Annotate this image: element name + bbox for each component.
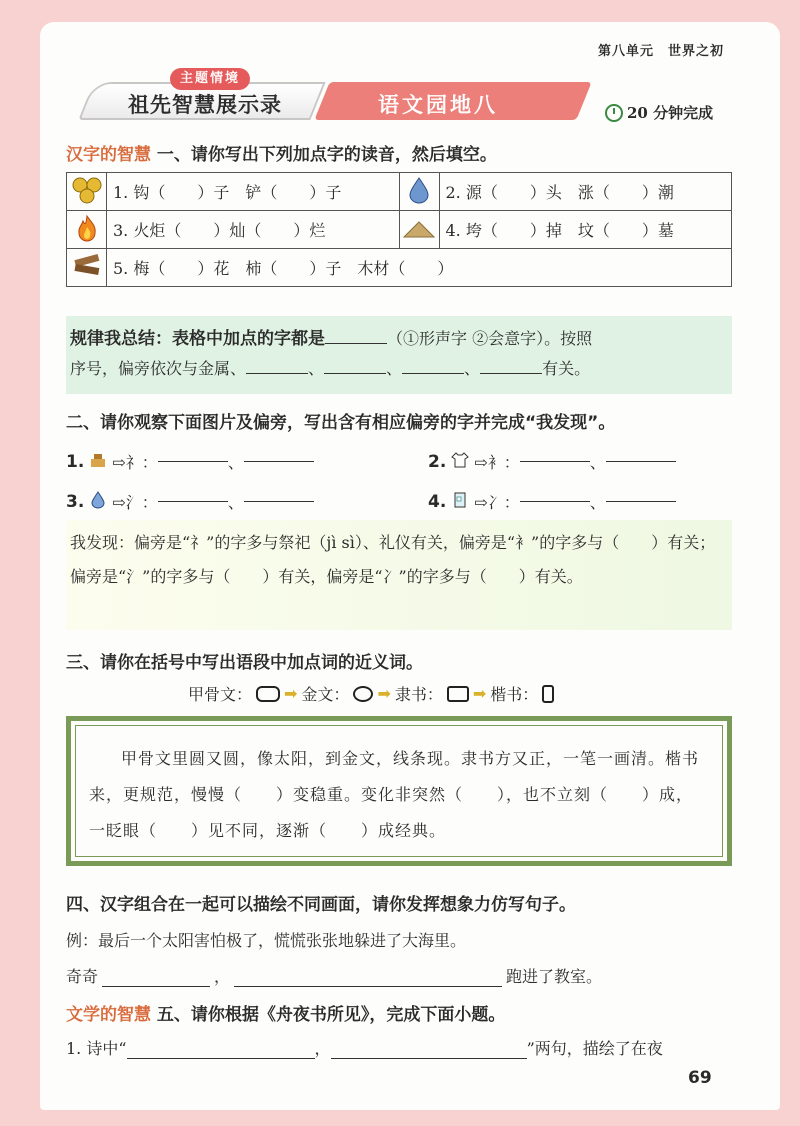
theme-badge: 主题情境	[170, 68, 250, 90]
part1-title: 一、请你写出下列加点字的读音，然后填空。	[156, 145, 497, 165]
part5-tag: 文学的智慧	[66, 1005, 151, 1025]
water-drop-icon	[399, 173, 439, 211]
wood-icon	[67, 249, 107, 287]
q1-end: ”两句，描绘了在夜	[526, 1039, 663, 1058]
summary-blank[interactable]	[324, 373, 386, 374]
radical-item-2: 2. ⇨衤： 、	[428, 450, 676, 473]
summary-box: 规律我总结：表格中加点的字都是 （①形声字 ②会意字）。按照 序号，偏旁依次与金属、 、 、 、 有关。	[66, 316, 732, 394]
summary-blank[interactable]	[402, 373, 464, 374]
part1-tag: 汉字的智慧	[66, 145, 151, 165]
timer-text: 20 分钟完成	[627, 104, 714, 122]
part3-title: 三、请你在括号中写出语段中加点词的近义词。	[66, 653, 423, 673]
answer-blank[interactable]	[158, 461, 228, 462]
discover-box: 我发现：偏旁是“礻”的字多与祭祀（jì sì）、礼仪有关，偏旁是“衤”的字多与（ ）有关；偏旁是“氵”的字多与（ ）有关，偏旁是“冫”的字多与（ ）有关。	[66, 520, 732, 630]
answer-blank[interactable]	[127, 1058, 315, 1059]
oracle-sun-glyph	[256, 686, 280, 702]
ice-cup-icon	[450, 491, 470, 513]
water-icon	[88, 491, 108, 513]
table-row	[67, 211, 732, 249]
script-evolution	[188, 682, 554, 705]
answer-blank[interactable]	[244, 461, 314, 462]
radical-item-3: 3. ⇨氵： 、	[66, 490, 314, 513]
table-row	[67, 249, 732, 287]
part5-title: 五、请你根据《舟夜书所见》，完成下面小题。	[156, 1005, 506, 1025]
fill-end: 跑进了教室。	[506, 967, 603, 986]
fill-start: 奇奇	[66, 967, 99, 986]
fire-icon	[67, 211, 107, 249]
answer-blank[interactable]	[102, 986, 210, 987]
section-title: 语文园地八	[378, 93, 498, 117]
radical-text: ⇨衤：	[474, 453, 520, 472]
row1-left[interactable]: 1. 钩（ ）子 铲（ ）子	[107, 173, 400, 211]
passage-frame	[66, 716, 732, 866]
arrow-icon: ➡	[472, 684, 487, 703]
summary-text-4: 有关。	[542, 359, 591, 378]
arrow-icon: ➡	[377, 684, 391, 703]
row2-left[interactable]: 3. 火炬（ ）灿（ ）烂	[107, 211, 400, 249]
part4-title: 四、汉字组合在一起可以描绘不同画面，请你发挥想象力仿写句子。	[66, 895, 576, 915]
clerical-sun-glyph	[447, 686, 469, 702]
imitation-line: 奇奇 ， 跑进了教室。	[66, 964, 602, 987]
evolution-label: 金文：	[301, 685, 350, 704]
q1-line: 1. 诗中“ ， ”两句，描绘了在夜	[66, 1036, 663, 1059]
item-number: 2.	[428, 451, 447, 472]
soil-pile-icon	[399, 211, 439, 249]
part5-heading	[66, 1000, 505, 1025]
summary-text-2: （①形声字 ②会意字）。按照	[387, 329, 593, 348]
clock-icon	[605, 104, 623, 122]
radical-text: ⇨氵：	[112, 493, 158, 512]
summary-blank[interactable]	[246, 373, 308, 374]
radical-text: ⇨冫：	[474, 493, 520, 512]
row1-right[interactable]: 2. 源（ ）头 涨（ ）潮	[439, 173, 732, 211]
theme-title: 祖先智慧展示录	[128, 93, 282, 117]
summary-text-1: 规律我总结：表格中加点的字都是	[70, 329, 325, 349]
answer-blank[interactable]	[606, 461, 676, 462]
page-number: 69	[688, 1068, 712, 1088]
evolution-label: 隶书：	[394, 685, 443, 704]
summary-text-3: 序号，偏旁依次与金属、	[70, 359, 247, 378]
item-number: 3.	[66, 491, 85, 512]
table-row	[67, 173, 732, 211]
pinyin-table	[66, 172, 732, 287]
part1-heading	[66, 140, 497, 165]
regular-sun-glyph	[542, 685, 554, 703]
radical-item-1: 1. ⇨礻： 、	[66, 450, 314, 473]
bronze-sun-glyph	[353, 686, 373, 702]
q1-start: 1. 诗中“	[66, 1039, 127, 1058]
unit-header: 第八单元 世界之初	[598, 44, 725, 59]
example-sentence: 例：最后一个太阳害怕极了，慌慌张张地躲进了大海里。	[66, 931, 467, 950]
summary-blank[interactable]	[480, 373, 542, 374]
summary-blank[interactable]	[325, 343, 387, 344]
coins-icon	[67, 173, 107, 211]
answer-blank[interactable]	[158, 501, 228, 502]
evolution-label: 楷书：	[490, 685, 539, 704]
answer-blank[interactable]	[331, 1058, 527, 1059]
passage-text: 甲骨文里圆又圆，像太阳，到金文，线条现。隶书方又正，一笔一画清。楷书来，更规范，慢慢（ ）变稳重。变化非突然（ ），也不立刻（ ）成，一眨眼（ ）见不同，逐渐（ ）成经典。	[89, 749, 700, 840]
answer-blank[interactable]	[234, 986, 502, 987]
evolution-label: 甲骨文：	[188, 685, 253, 704]
item-number: 4.	[428, 491, 447, 512]
altar-icon	[88, 451, 108, 473]
arrow-icon: ➡	[284, 684, 298, 703]
item-number: 1.	[66, 451, 85, 472]
radical-item-4: 4. ⇨冫： 、	[428, 490, 676, 513]
shirt-icon	[450, 451, 470, 473]
radical-text: ⇨礻：	[112, 453, 158, 472]
timer	[605, 102, 713, 123]
row2-right[interactable]: 4. 垮（ ）掉 坟（ ）墓	[439, 211, 732, 249]
answer-blank[interactable]	[520, 501, 590, 502]
answer-blank[interactable]	[606, 501, 676, 502]
part2-title: 二、请你观察下面图片及偏旁，写出含有相应偏旁的字并完成“我发现”。	[66, 413, 616, 433]
answer-blank[interactable]	[520, 461, 590, 462]
row3[interactable]: 5. 梅（ ）花 柿（ ）子 木材（ ）	[107, 249, 732, 287]
answer-blank[interactable]	[244, 501, 314, 502]
